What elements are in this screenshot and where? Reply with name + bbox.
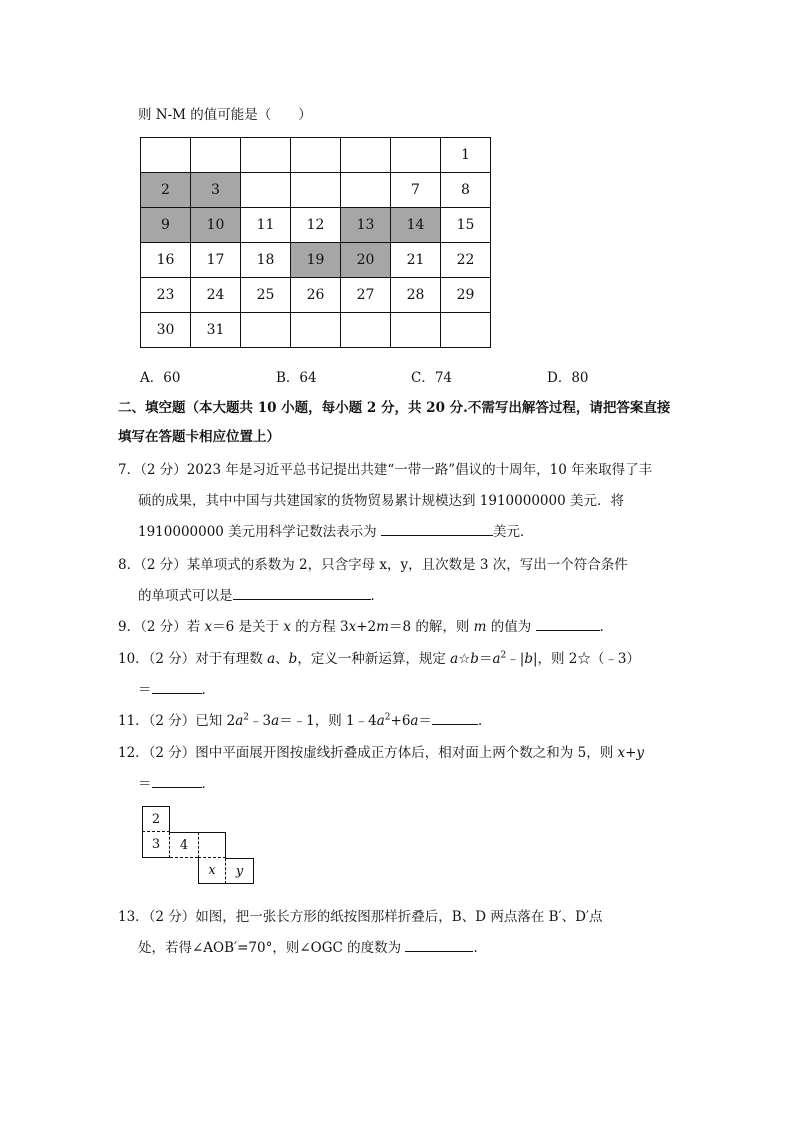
- q12-text: 12．（2 分）图中平面展开图按虚线折叠成正方体后，相对面上两个数之和为 5，则: [118, 745, 618, 761]
- calendar-cell: [141, 138, 191, 173]
- q11-exp1: 2: [243, 712, 249, 723]
- q9-text-i: ＝8 的解，则: [388, 619, 474, 635]
- calendar-cell: [291, 138, 341, 173]
- q13-text: 处，若得∠AOB′=70°，则∠OGC 的度数为: [138, 940, 406, 956]
- calendar-cell: 30: [141, 313, 191, 348]
- calendar-row: [141, 243, 491, 278]
- net-face-2: 2: [142, 806, 170, 832]
- q10-line2: [138, 678, 215, 698]
- net-face-4: 4: [170, 832, 198, 858]
- calendar-cell: 20: [341, 243, 391, 278]
- q9-text-a: 9．（2 分）若: [118, 619, 205, 635]
- option-d[interactable]: D．80: [547, 370, 589, 386]
- calendar-cell: 11: [241, 208, 291, 243]
- q9-end: ．: [599, 619, 614, 635]
- q12-eq: ＝: [138, 776, 152, 792]
- q10-var-b3: b: [524, 651, 533, 667]
- q7-line3: [138, 520, 533, 540]
- calendar-cell: 8: [441, 173, 491, 208]
- q10-star: ☆: [458, 651, 471, 667]
- q11-var-a1: a: [235, 713, 244, 729]
- q9-text-k: 的值为: [486, 619, 536, 635]
- q11-var-a3: a: [376, 713, 385, 729]
- calendar-cell: [241, 313, 291, 348]
- q13-answer-blank[interactable]: [405, 938, 473, 952]
- q12-var-x: x: [617, 745, 626, 761]
- q9-text-c: ＝6 是关于: [212, 619, 284, 635]
- q12-answer-blank[interactable]: [152, 774, 202, 788]
- q10-var-b1: b: [288, 651, 298, 667]
- q11-text-a: 11．（2 分）已知 2: [118, 713, 236, 729]
- q10-exp: 2: [500, 650, 507, 661]
- calendar-row: [141, 278, 491, 313]
- calendar-cell: 3: [191, 173, 241, 208]
- q11-var-a2: a: [271, 713, 280, 729]
- q11-end: ．: [477, 713, 492, 729]
- q11-answer-blank[interactable]: [432, 711, 478, 725]
- option-b[interactable]: B．64: [276, 370, 317, 386]
- calendar-cell: 24: [191, 278, 241, 313]
- q10-eq: ＝: [478, 651, 493, 667]
- net-face-y: y: [226, 858, 254, 884]
- section-heading-line1: 二、填空题（本大题共 10 小题，每小题 2 分，共 20 分.不需写出解答过程，请把答案直接: [118, 400, 671, 416]
- net-face-blank: [198, 832, 226, 858]
- calendar-cell: 15: [441, 208, 491, 243]
- q9-var-m2: m: [473, 619, 487, 635]
- calendar-row: [141, 313, 491, 348]
- calendar-cell: [391, 138, 441, 173]
- calendar-cell: 7: [391, 173, 441, 208]
- q9-var-x3: x: [348, 619, 357, 635]
- q8-line2-text: 的单项式可以是: [138, 588, 233, 604]
- calendar-table: [140, 137, 491, 348]
- q12-plus: +: [625, 745, 637, 761]
- q7-line3-text: 1910000000 美元用科学记数法表示为: [138, 524, 381, 540]
- q6-stem-tail: 则 N-M 的值可能是（ ）: [138, 107, 312, 123]
- q11-eq: ＝: [418, 713, 432, 729]
- q11-text-c: ﹣3: [249, 713, 272, 729]
- q9-var-x2: x: [283, 619, 291, 635]
- q10-var-a1: a: [267, 651, 276, 667]
- q9-line: [118, 615, 613, 635]
- q9-answer-blank[interactable]: [536, 617, 600, 631]
- option-c[interactable]: C．74: [411, 370, 453, 386]
- calendar-cell: 18: [241, 243, 291, 278]
- calendar-cell: [241, 138, 291, 173]
- calendar-cell: 9: [141, 208, 191, 243]
- q11-text-e: ＝﹣1，则 1﹣4: [279, 713, 377, 729]
- q12-line2: [138, 772, 215, 792]
- q13-end: ．: [473, 940, 487, 956]
- calendar-cell: 17: [191, 243, 241, 278]
- option-a[interactable]: A．60: [140, 370, 181, 386]
- q13-line2: [138, 936, 487, 956]
- calendar-cell: [341, 173, 391, 208]
- q9-var-m1: m: [376, 619, 389, 635]
- calendar-row: [141, 173, 491, 208]
- q7-unit: 美元．: [492, 524, 534, 540]
- calendar-cell: 21: [391, 243, 441, 278]
- net-face-3: 3: [142, 832, 170, 858]
- calendar-cell: [191, 138, 241, 173]
- calendar-row: [141, 138, 491, 173]
- q13-line1: 13．（2 分）如图，把一张长方形的纸按图那样折叠后，B、D 两点落在 B′、D′点: [118, 909, 603, 925]
- calendar-cell: 12: [291, 208, 341, 243]
- calendar-cell: 13: [341, 208, 391, 243]
- q11-exp2: 2: [384, 712, 391, 723]
- calendar-cell: 16: [141, 243, 191, 278]
- q8-line2: [138, 584, 384, 604]
- q8-end: ．: [370, 588, 384, 604]
- q7-line2: 硕的成果，其中中国与共建国家的货物贸易累计规模达到 1910000000 美元．将: [138, 493, 624, 509]
- calendar-cell: 22: [441, 243, 491, 278]
- calendar-cell: 25: [241, 278, 291, 313]
- q10-end: ．: [201, 682, 215, 698]
- q10-text-m: |，则 2☆（﹣3）: [532, 651, 640, 667]
- q7-answer-blank[interactable]: [381, 522, 493, 536]
- q10-var-a3: a: [492, 651, 501, 667]
- calendar-cell: 31: [191, 313, 241, 348]
- calendar-cell: [341, 138, 391, 173]
- q6-options: [140, 366, 620, 384]
- q12-line1: [118, 741, 644, 761]
- q7-line1: 7．（2 分）2023 年是习近平总书记提出共建“一带一路”倡议的十周年，10 年来取得了丰: [118, 462, 653, 478]
- calendar-cell: 26: [291, 278, 341, 313]
- calendar-cell: [291, 173, 341, 208]
- q11-var-a4: a: [410, 713, 419, 729]
- q12-var-y: y: [636, 745, 645, 761]
- calendar-cell: [291, 313, 341, 348]
- calendar-cell: 23: [141, 278, 191, 313]
- q10-line1: [118, 647, 640, 667]
- calendar-cell: 14: [391, 208, 441, 243]
- calendar-cell: [391, 313, 441, 348]
- calendar-cell: [341, 313, 391, 348]
- q10-eq2: ＝: [138, 682, 152, 698]
- q10-text-k: ﹣|: [506, 651, 525, 667]
- calendar-cell: [241, 173, 291, 208]
- q10-text-a: 10．（2 分）对于有理数: [118, 651, 268, 667]
- q11-text-g: +6: [390, 713, 411, 729]
- calendar-cell: 28: [391, 278, 441, 313]
- calendar-cell: 1: [441, 138, 491, 173]
- calendar-cell: [441, 313, 491, 348]
- q8-answer-blank[interactable]: [233, 586, 371, 600]
- q10-text-c: 、: [275, 651, 289, 667]
- q10-text-e: ，定义一种新运算，规定: [297, 651, 451, 667]
- q9-var-x1: x: [204, 619, 213, 635]
- calendar-cell: 10: [191, 208, 241, 243]
- calendar-row: [141, 208, 491, 243]
- q10-var-a2: a: [450, 651, 459, 667]
- q10-answer-blank[interactable]: [152, 680, 202, 694]
- q8-line1: 8．（2 分）某单项式的系数为 2，只含字母 x，y，且次数是 3 次，写出一个符合条件: [118, 557, 628, 573]
- q9-text-g: +2: [356, 619, 377, 635]
- q10-var-b2: b: [470, 651, 479, 667]
- q12-end: ．: [201, 776, 215, 792]
- calendar-cell: 19: [291, 243, 341, 278]
- section-heading-line2: 填写在答题卡相应位置上）: [118, 429, 280, 445]
- q9-text-e: 的方程 3: [290, 619, 349, 635]
- cube-net-figure: [142, 806, 272, 888]
- q11-line: [118, 709, 491, 729]
- calendar-cell: 2: [141, 173, 191, 208]
- calendar-cell: 27: [341, 278, 391, 313]
- calendar-cell: 29: [441, 278, 491, 313]
- net-face-x: x: [198, 858, 226, 884]
